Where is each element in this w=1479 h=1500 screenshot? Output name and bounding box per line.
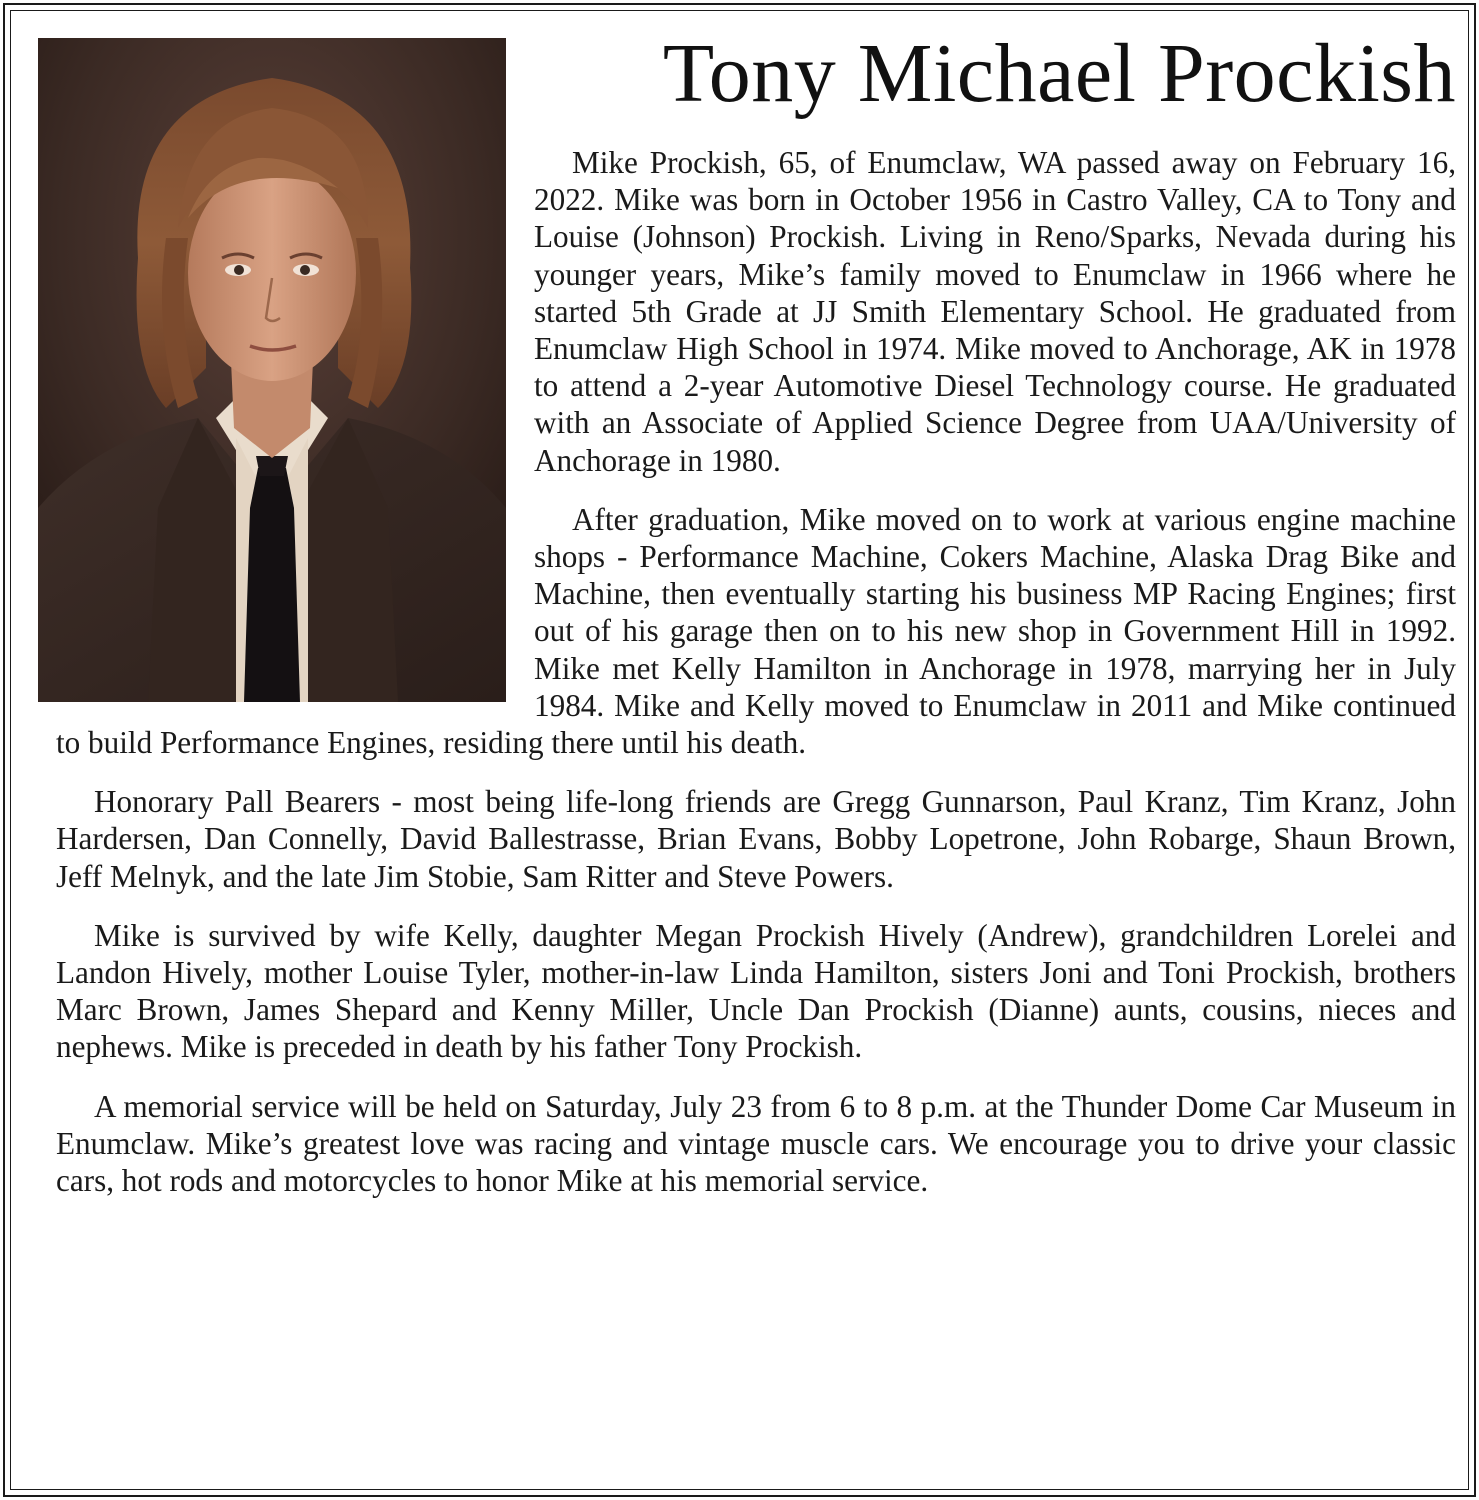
paragraph-biography: Mike Prockish, 65, of Enumclaw, WA passed away on February 16, 2022. Mike was born in October 1956 in Castro Valley, CA to Tony and Louise (Johnson) Prockish. Living in Reno/Sparks, Nevada during his younger years, Mike’s family moved to Enumclaw in 1966 where he started 5th Grade at JJ Smith Elementary School. He graduated from Enumclaw High School in 1974. Mike moved to Anchorage, AK in 1978 to attend a 2-year Automotive Diesel Technology course. He graduated with an Associate of Applied Science Degree from UAA/University of Anchorage in 1980.: [534, 145, 1456, 478]
paragraph-pall-bearers: Honorary Pall Bearers - most being life-long friends are Gregg Gunnarson, Paul Kranz, Tim Kranz, John Hardersen, Dan Connelly, David Ballestrasse, Brian Evans, Bobby Lopetrone, John Robarge, Shaun Brown, Jeff Melnyk, and the late Jim Stobie, Sam Ritter and Steve Powers.: [56, 784, 1456, 894]
deceased-name: Tony Michael Prockish: [662, 27, 1456, 120]
paragraph-memorial-service: A memorial service will be held on Saturday, July 23 from 6 to 8 p.m. at the Thunder Dome Car Museum in Enumclaw. Mike’s greatest love was racing and vintage muscle cars. We encourage you to drive your classic cars, hot rods and motorcycles to honor Mike at his memorial service.: [56, 1088, 1456, 1199]
paragraph-survivors: Mike is survived by wife Kelly, daughter Megan Prockish Hively (Andrew), grandchildren Lorelei and Landon Hively, mother Louise Tyler, mother-in-law Linda Hamilton, sisters Joni and Toni Prockish, brothers Marc Brown, James Shepard and Kenny Miller, Uncle Dan Prockish (Dianne) aunts, cousins, nieces and nephews. Mike is preceded in death by his father Tony Prockish.: [56, 917, 1456, 1065]
paragraph-career: After graduation, Mike moved on to work at various engine machine shops - Performance Machine, Cokers Machine, Alaska Drag Bike and Machine, then eventually starting his business MP Racing Engines; first out of his garage then on to his new shop in Government Hill in 1992. Mike met Kelly Hamilton in Anchorage in 1978, marrying her in July 1984. Mike and Kelly moved to Enumclaw in 2011 and Mike continued to build Performance Engines, residing there until his death.: [56, 501, 1456, 761]
portrait-photo: [38, 38, 506, 702]
obituary-content: [56, 26, 1456, 1221]
portrait-illustration: [38, 38, 506, 702]
